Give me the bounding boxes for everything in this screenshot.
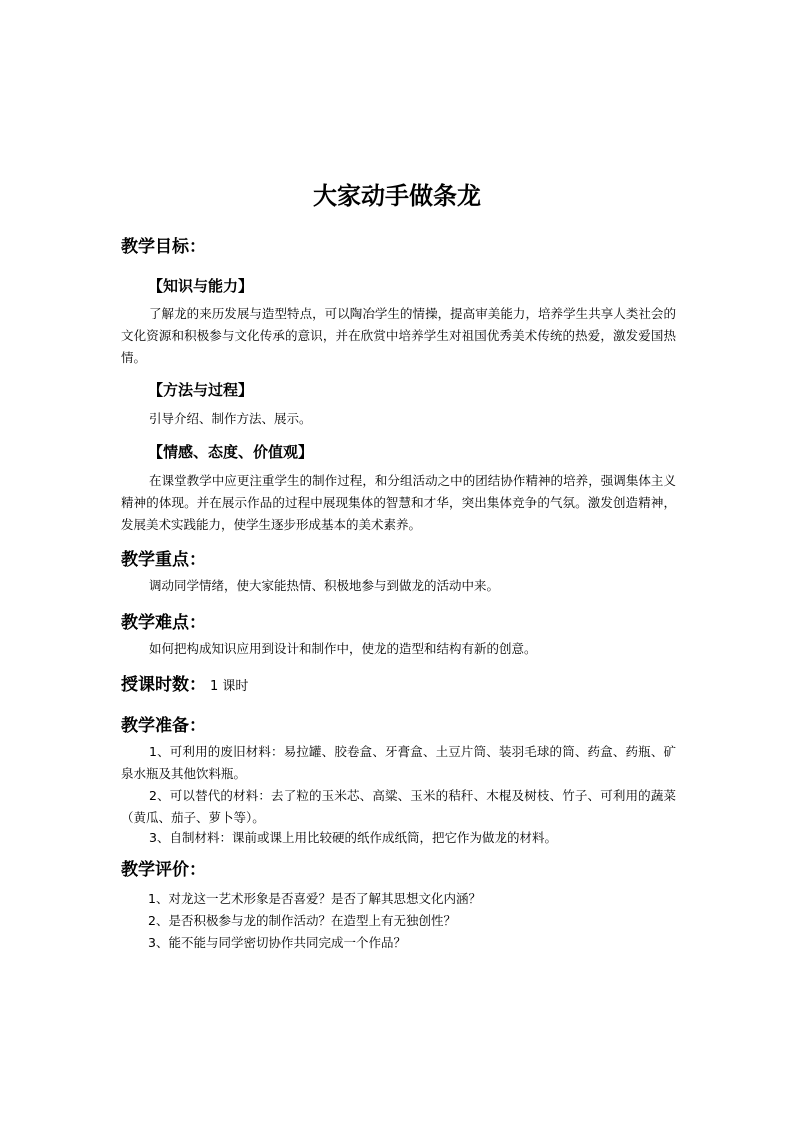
evaluation-heading: 教学评价： xyxy=(121,860,206,880)
preparation-item-1: 1、可利用的废旧材料：易拉罐、胶卷盒、牙膏盒、土豆片筒、装羽毛球的筒、药盒、药瓶、矿泉水瓶及其他饮料瓶。 xyxy=(121,744,676,781)
hours-heading: 授课时数： xyxy=(121,675,206,695)
preparation-item-2: 2、可以替代的材料：去了粒的玉米芯、高粱、玉米的秸秆、木棍及树枝、竹子、可利用的蔬菜（黄瓜、茄子、萝卜等）。 xyxy=(121,788,676,825)
method-heading: 【方法与过程】 xyxy=(148,381,254,399)
knowledge-heading: 【知识与能力】 xyxy=(148,277,254,295)
objectives-heading: 教学目标： xyxy=(121,237,206,257)
emotion-text: 在课堂教学中应更注重学生的制作过程，和分组活动之中的团结协作精神的培养，强调集体主义精神的体现。并在展示作品的过程中展现集体的智慧和才华，突出集体竞争的气氛。激发创造精神，发展美术实践能力，使学生逐步形成基本的美术素养。 xyxy=(121,473,676,532)
evaluation-question-2: 2、是否积极参与龙的制作活动？在造型上有无独创性？ xyxy=(148,913,456,928)
key-point-text: 调动同学情绪，使大家能热情、积极地参与到做龙的活动中来。 xyxy=(149,578,500,593)
evaluation-question-3: 3、能不能与同学密切协作共同完成一个作品？ xyxy=(148,935,406,950)
key-point-heading: 教学重点： xyxy=(121,550,206,570)
preparation-item-3: 3、自制材料：课前或课上用比较硬的纸作成纸筒，把它作为做龙的材料。 xyxy=(149,830,557,845)
preparation-heading: 教学准备： xyxy=(121,716,206,736)
hours-value: 1 课时 xyxy=(210,679,249,694)
emotion-heading: 【情感、态度、价值观】 xyxy=(148,443,314,461)
difficulty-heading: 教学难点： xyxy=(121,613,206,633)
document-title: 大家动手做条龙 xyxy=(313,182,481,210)
method-text: 引导介绍、制作方法、展示。 xyxy=(149,411,312,426)
evaluation-question-1: 1、对龙这一艺术形象是否喜爱？是否了解其思想文化内涵？ xyxy=(148,891,481,906)
difficulty-text: 如何把构成知识应用到设计和制作中，使龙的造型和结构有新的创意。 xyxy=(149,641,537,656)
hours-row xyxy=(121,670,248,695)
knowledge-text: 了解龙的来历发展与造型特点，可以陶冶学生的情操，提高审美能力，培养学生共享人类社会的文化资源和积极参与文化传承的意识，并在欣赏中培养学生对祖国优秀美术传统的热爱，激发爱国热情。 xyxy=(121,306,676,365)
